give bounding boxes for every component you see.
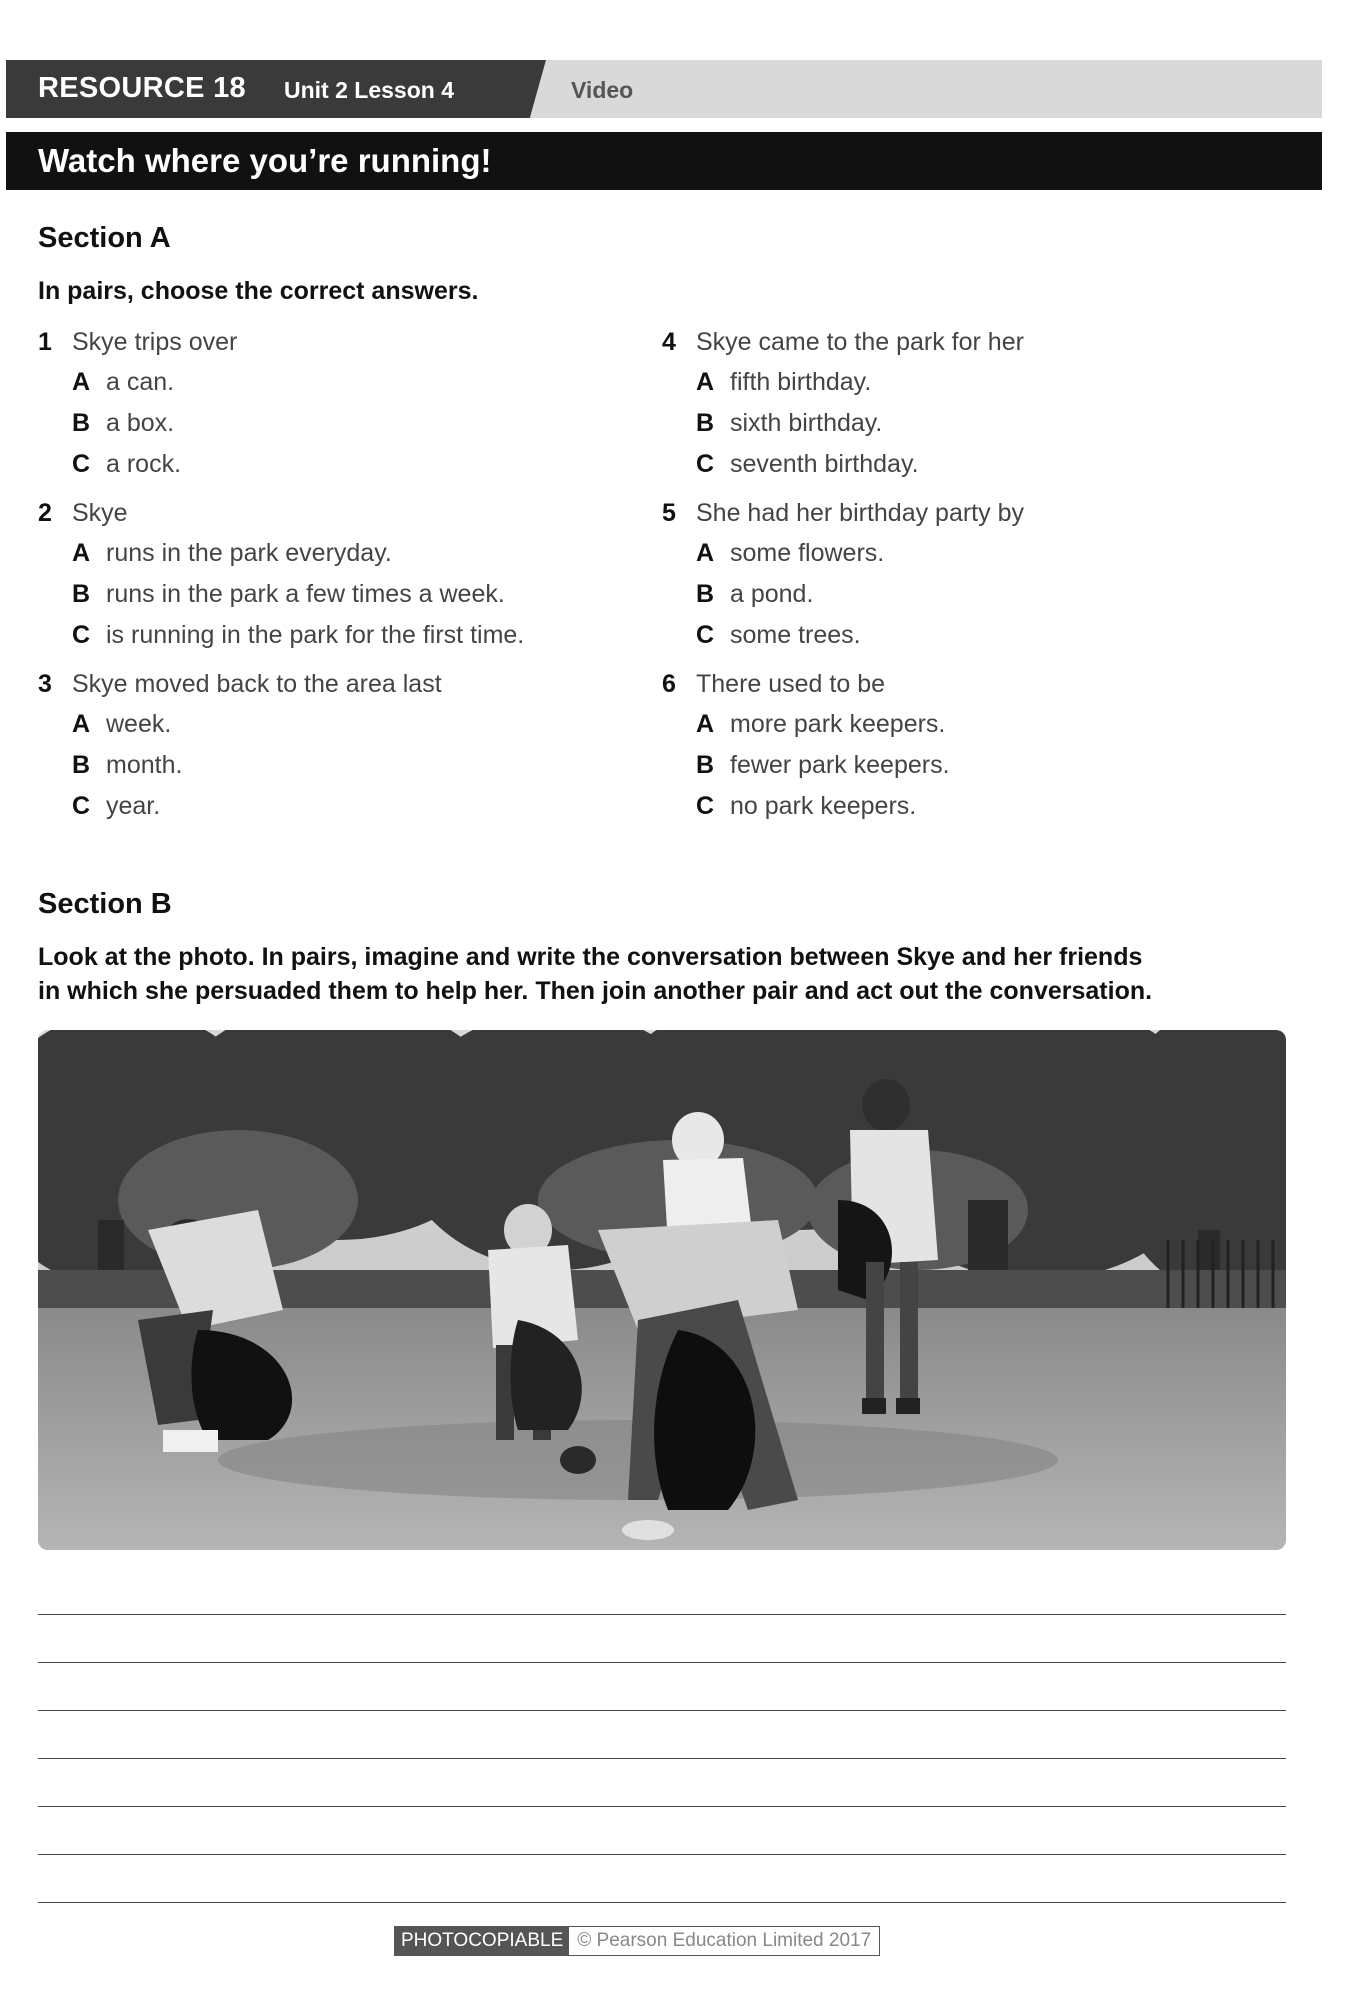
footer (394, 1926, 880, 1956)
photocopiable-badge: PHOTOCOPIABLE (395, 1927, 569, 1955)
option-letter: A (696, 368, 715, 396)
option-text: year. (106, 792, 161, 820)
option-letter: C (72, 792, 91, 820)
answer-option[interactable] (38, 362, 638, 403)
question-stem (38, 664, 638, 704)
answer-option[interactable] (662, 615, 1262, 656)
option-text: a pond. (730, 580, 814, 608)
option-text: no park keepers. (730, 792, 917, 820)
question-number: 2 (38, 499, 52, 527)
answer-option[interactable] (38, 745, 638, 786)
resource-number: RESOURCE 18 (38, 72, 246, 104)
question-stem (662, 664, 1262, 704)
copyright-text: © Pearson Education Limited 2017 (569, 1927, 879, 1955)
questions-right-column (662, 322, 1262, 835)
questions-left-column (38, 322, 638, 835)
option-text: fewer park keepers. (730, 751, 950, 779)
question-stem (38, 493, 638, 533)
answer-option[interactable] (662, 444, 1262, 485)
section-a-instruction: In pairs, choose the correct answers. (38, 277, 479, 305)
resource-header-bar (6, 60, 1322, 118)
question-number: 1 (38, 328, 52, 356)
option-text: some flowers. (730, 539, 885, 567)
question-number: 5 (662, 499, 676, 527)
question-text: Skye came to the park for her (696, 328, 1024, 356)
option-letter: B (72, 409, 91, 437)
video-label: Video (571, 77, 634, 103)
option-text: is running in the park for the first time. (106, 621, 525, 649)
answer-option[interactable] (662, 704, 1262, 745)
option-text: runs in the park everyday. (106, 539, 392, 567)
option-text: a box. (106, 409, 175, 437)
question-1 (38, 322, 638, 485)
writing-line[interactable] (38, 1902, 1286, 1903)
option-letter: C (696, 621, 715, 649)
answer-option[interactable] (662, 745, 1262, 786)
section-b-title: Section B (38, 888, 172, 920)
option-letter: C (72, 621, 91, 649)
section-a-title: Section A (38, 222, 171, 254)
option-text: some trees. (730, 621, 861, 649)
question-text: Skye trips over (72, 328, 238, 356)
unit-lesson-label: Unit 2 Lesson 4 (284, 77, 454, 103)
option-letter: B (72, 580, 91, 608)
option-letter: C (72, 450, 91, 478)
question-4 (662, 322, 1262, 485)
option-text: seventh birthday. (730, 450, 919, 478)
section-b-instruction-line-2: in which she persuaded them to help her. Then join another pair and act out the conversation. (38, 977, 1153, 1005)
answer-option[interactable] (38, 533, 638, 574)
answer-option[interactable] (38, 615, 638, 656)
writing-line[interactable] (38, 1710, 1286, 1711)
option-letter: B (72, 751, 91, 779)
answer-option[interactable] (38, 786, 638, 827)
question-3 (38, 664, 638, 827)
answer-option[interactable] (38, 704, 638, 745)
option-text: week. (106, 710, 172, 738)
question-number: 4 (662, 328, 676, 356)
option-letter: B (696, 409, 715, 437)
answer-option[interactable] (38, 574, 638, 615)
question-number: 3 (38, 670, 52, 698)
answer-option[interactable] (662, 786, 1262, 827)
question-number: 6 (662, 670, 676, 698)
answer-option[interactable] (38, 403, 638, 444)
option-letter: A (696, 710, 715, 738)
answer-option[interactable] (662, 403, 1262, 444)
photo-illustration (38, 1030, 1286, 1550)
option-text: fifth birthday. (730, 368, 872, 396)
section-b-instruction-line-1: Look at the photo. In pairs, imagine and write the conversation between Skye and her friends (38, 943, 1143, 971)
question-text: There used to be (696, 670, 886, 698)
option-letter: B (696, 751, 715, 779)
question-text: Skye moved back to the area last (72, 670, 442, 698)
writing-line[interactable] (38, 1758, 1286, 1759)
option-letter: A (72, 710, 91, 738)
option-text: runs in the park a few times a week. (106, 580, 505, 608)
option-text: more park keepers. (730, 710, 946, 738)
question-stem (662, 493, 1262, 533)
option-text: month. (106, 751, 183, 779)
writing-line[interactable] (38, 1662, 1286, 1663)
question-2 (38, 493, 638, 656)
page-title: Watch where you’re running! (38, 142, 492, 179)
question-text: She had her birthday party by (696, 499, 1024, 527)
title-bar (6, 132, 1322, 190)
writing-line[interactable] (38, 1806, 1286, 1807)
answer-option[interactable] (38, 444, 638, 485)
option-letter: C (696, 450, 715, 478)
option-letter: A (72, 368, 91, 396)
answer-option[interactable] (662, 533, 1262, 574)
option-letter: B (696, 580, 715, 608)
writing-line[interactable] (38, 1614, 1286, 1615)
answer-option[interactable] (662, 362, 1262, 403)
option-letter: A (72, 539, 91, 567)
question-6 (662, 664, 1262, 827)
question-stem (38, 322, 638, 362)
option-text: sixth birthday. (730, 409, 883, 437)
option-text: a can. (106, 368, 175, 396)
question-stem (662, 322, 1262, 362)
question-5 (662, 493, 1262, 656)
section-b-instruction (38, 940, 1298, 1008)
answer-option[interactable] (662, 574, 1262, 615)
park-cleanup-photo (38, 1030, 1286, 1550)
option-text: a rock. (106, 450, 182, 478)
option-letter: A (696, 539, 715, 567)
question-text: Skye (72, 499, 128, 527)
option-letter: C (696, 792, 715, 820)
writing-line[interactable] (38, 1854, 1286, 1855)
